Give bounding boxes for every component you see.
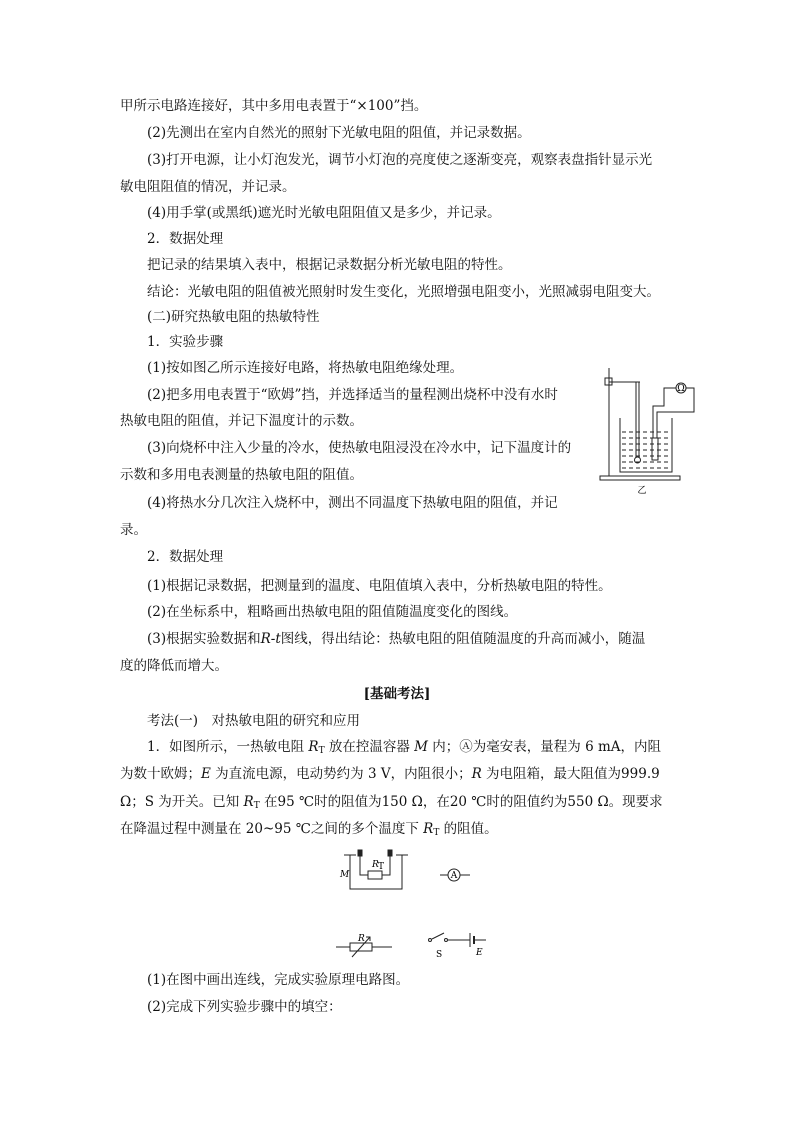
switch-label: S	[436, 950, 443, 960]
text-line: 甲所示电路连接好，其中多用电表置于“×100”挡。	[120, 98, 428, 114]
text-line: (2)完成下列实验步骤中的填空：	[147, 999, 342, 1015]
text-line: (4)用手掌(或黑纸)遮光时光敏电阻阻值又是多少，并记录。	[147, 205, 501, 221]
section-title: [基础考法]	[363, 686, 431, 702]
text-line: (1)按如图乙所示连接好电路，将热敏电阻绝缘处理。	[147, 360, 464, 376]
text-line: 在降温过程中测量在 20~95 ℃之间的多个温度下 $R_T$ 的阻值。	[120, 821, 498, 838]
thermistor-subscript: T	[378, 862, 385, 872]
text-line: 示数和多用电表测量的热敏电阻的阻值。	[120, 467, 363, 483]
text-line: 录。	[120, 522, 147, 538]
text-line: 为数十欧姆；E 为直流电源，电动势约为 3 V，内阻很小；R 为电阻箱，最大阻值为999.9	[120, 766, 660, 782]
text-line: (3)根据实验数据和R-t图线，得出结论：热敏电阻的阻值随温度的升高而减小，随温	[147, 631, 646, 647]
text-line: (2)在坐标系中，粗略画出热敏电阻的阻值随温度变化的图线。	[147, 604, 518, 620]
section-heading: 2．数据处理	[147, 231, 224, 247]
section-heading: 1．实验步骤	[147, 334, 224, 350]
text-line: (2)先测出在室内自然光的照射下光敏电阻的阻值，并记录数据。	[147, 125, 531, 141]
text-line: 1．如图所示，一热敏电阻 $R_T$ 放在控温容器 M 内；Ⓐ为毫安表，量程为 6 mA，内阻	[147, 739, 662, 756]
text-line: (2)把多用电表置于“欧姆”挡，并选择适当的量程测出烧杯中没有水时	[147, 387, 558, 403]
text-line: 结论：光敏电阻的阻值被光照射时发生变化，光照增强电阻变小，光照减弱电阻变大。	[147, 284, 660, 300]
text-line: 度的降低而增大。	[120, 658, 228, 674]
apparatus-figure	[596, 362, 706, 497]
figure-caption: 乙	[637, 486, 647, 496]
container-label: M	[340, 870, 350, 880]
ohmmeter-label: Ω	[677, 384, 685, 394]
text-line: (1)在图中画出连线，完成实验原理电路图。	[147, 972, 410, 988]
battery-label: E	[476, 948, 483, 958]
text-line: (3)向烧杯中注入少量的冷水，使热敏电阻浸没在冷水中，记下温度计的	[147, 440, 572, 456]
text-line: (3)打开电源，让小灯泡发光，调节小灯泡的亮度使之逐渐变亮，观察表盘指针显示光	[147, 152, 653, 168]
thermistor-label: R	[372, 860, 379, 870]
text-line: 热敏电阻的阻值，并记下温度计的示数。	[120, 413, 363, 429]
resistor-label: R	[358, 934, 365, 944]
text-line: Ω；S 为开关。已知 $R_T$ 在95 ℃时的阻值为150 Ω，在20 ℃时的阻值约为550 Ω。现要求	[120, 794, 663, 811]
section-heading: (二)研究热敏电阻的热敏特性	[147, 309, 320, 325]
text-line: 把记录的结果填入表中，根据记录数据分析光敏电阻的特性。	[147, 257, 512, 273]
ammeter-label: A	[450, 871, 458, 881]
text-line: (1)根据记录数据，把测量到的温度、电阻值填入表中，分析热敏电阻的特性。	[147, 578, 612, 594]
text-line: (4)将热水分几次注入烧杯中，测出不同温度下热敏电阻的阻值，并记	[147, 495, 558, 511]
section-heading: 2．数据处理	[147, 549, 224, 565]
text-line: 敏电阻阻值的情况，并记录。	[120, 179, 296, 195]
text-line: 考法(一) 对热敏电阻的研究和应用	[147, 713, 361, 729]
circuit-components-figure	[330, 845, 490, 960]
